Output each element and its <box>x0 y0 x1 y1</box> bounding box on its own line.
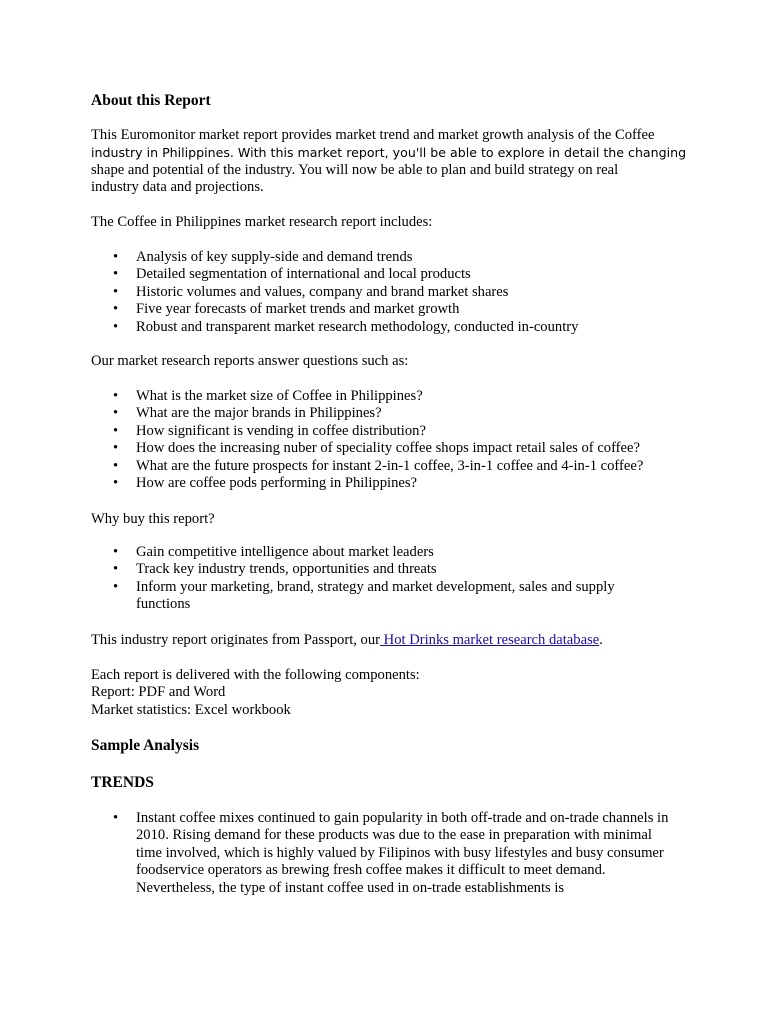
trends-list <box>91 810 681 897</box>
list-item: • Track key industry trends, opportunities and threats <box>91 561 651 578</box>
components-lead: Each report is delivered with the following components: <box>91 667 420 683</box>
list-item: • How does the increasing nuber of speciality coffee shops impact retail sales of coffee? <box>91 440 691 457</box>
component-stats: Market statistics: Excel workbook <box>91 701 291 718</box>
sample-analysis-heading: Sample Analysis <box>91 737 200 754</box>
questions-list <box>91 388 691 492</box>
list-item: • What are the future prospects for instant 2-in-1 coffee, 3-in-1 coffee and 4-in-1 coffee? <box>91 458 691 475</box>
origin-prefix: This industry report originates from Passport, our <box>91 632 380 648</box>
intro-line: industry in Philippines. With this market report, you'll be able to explore in detail the changing <box>91 145 687 161</box>
intro-line: This Euromonitor market report provides market trend and market growth analysis of the Coffee <box>91 127 655 143</box>
origin-suffix: . <box>599 632 603 648</box>
why-lead: Why buy this report? <box>91 511 215 527</box>
includes-lead: The Coffee in Philippines market research report includes: <box>91 214 433 230</box>
about-heading: About this Report <box>91 92 211 109</box>
list-item: • What is the market size of Coffee in Philippines? <box>91 388 691 405</box>
list-item: • Historic volumes and values, company and brand market shares <box>91 284 691 301</box>
list-item: • Inform your marketing, brand, strategy and market development, sales and supply functions <box>91 579 651 614</box>
list-item: • Detailed segmentation of international and local products <box>91 266 691 283</box>
list-item: • Instant coffee mixes continued to gain popularity in both off-trade and on-trade channels in 2010. Rising demand for these products was due to the ease in preparation with minimal time involved, which is highly valued by Filipinos with busy lifestyles and busy consumer foodservice operators as brewing fresh coffee makes it difficult to meet demand. Nevertheless, the type of instant coffee used in on-trade establishments is <box>91 810 681 897</box>
component-report: Report: PDF and Word <box>91 684 226 701</box>
list-item: • Analysis of key supply-side and demand trends <box>91 249 691 266</box>
list-item: • How are coffee pods performing in Philippines? <box>91 475 691 492</box>
list-item: • Robust and transparent market research methodology, conducted in-country <box>91 319 691 336</box>
includes-list <box>91 249 691 336</box>
components-block <box>91 667 691 719</box>
intro-line: industry data and projections. <box>91 179 264 196</box>
origin-paragraph <box>91 632 691 649</box>
list-item: • What are the major brands in Philippines? <box>91 405 691 422</box>
intro-line: shape and potential of the industry. You will now be able to plan and build strategy on real <box>91 161 619 178</box>
hot-drinks-database-link[interactable]: Hot Drinks market research database <box>380 632 600 648</box>
why-list <box>91 544 651 614</box>
intro-paragraph <box>91 127 711 197</box>
list-item: • Five year forecasts of market trends and market growth <box>91 301 691 318</box>
list-item: • Gain competitive intelligence about market leaders <box>91 544 651 561</box>
questions-lead: Our market research reports answer questions such as: <box>91 353 409 369</box>
trends-heading: TRENDS <box>91 774 154 791</box>
list-item: • How significant is vending in coffee distribution? <box>91 423 691 440</box>
